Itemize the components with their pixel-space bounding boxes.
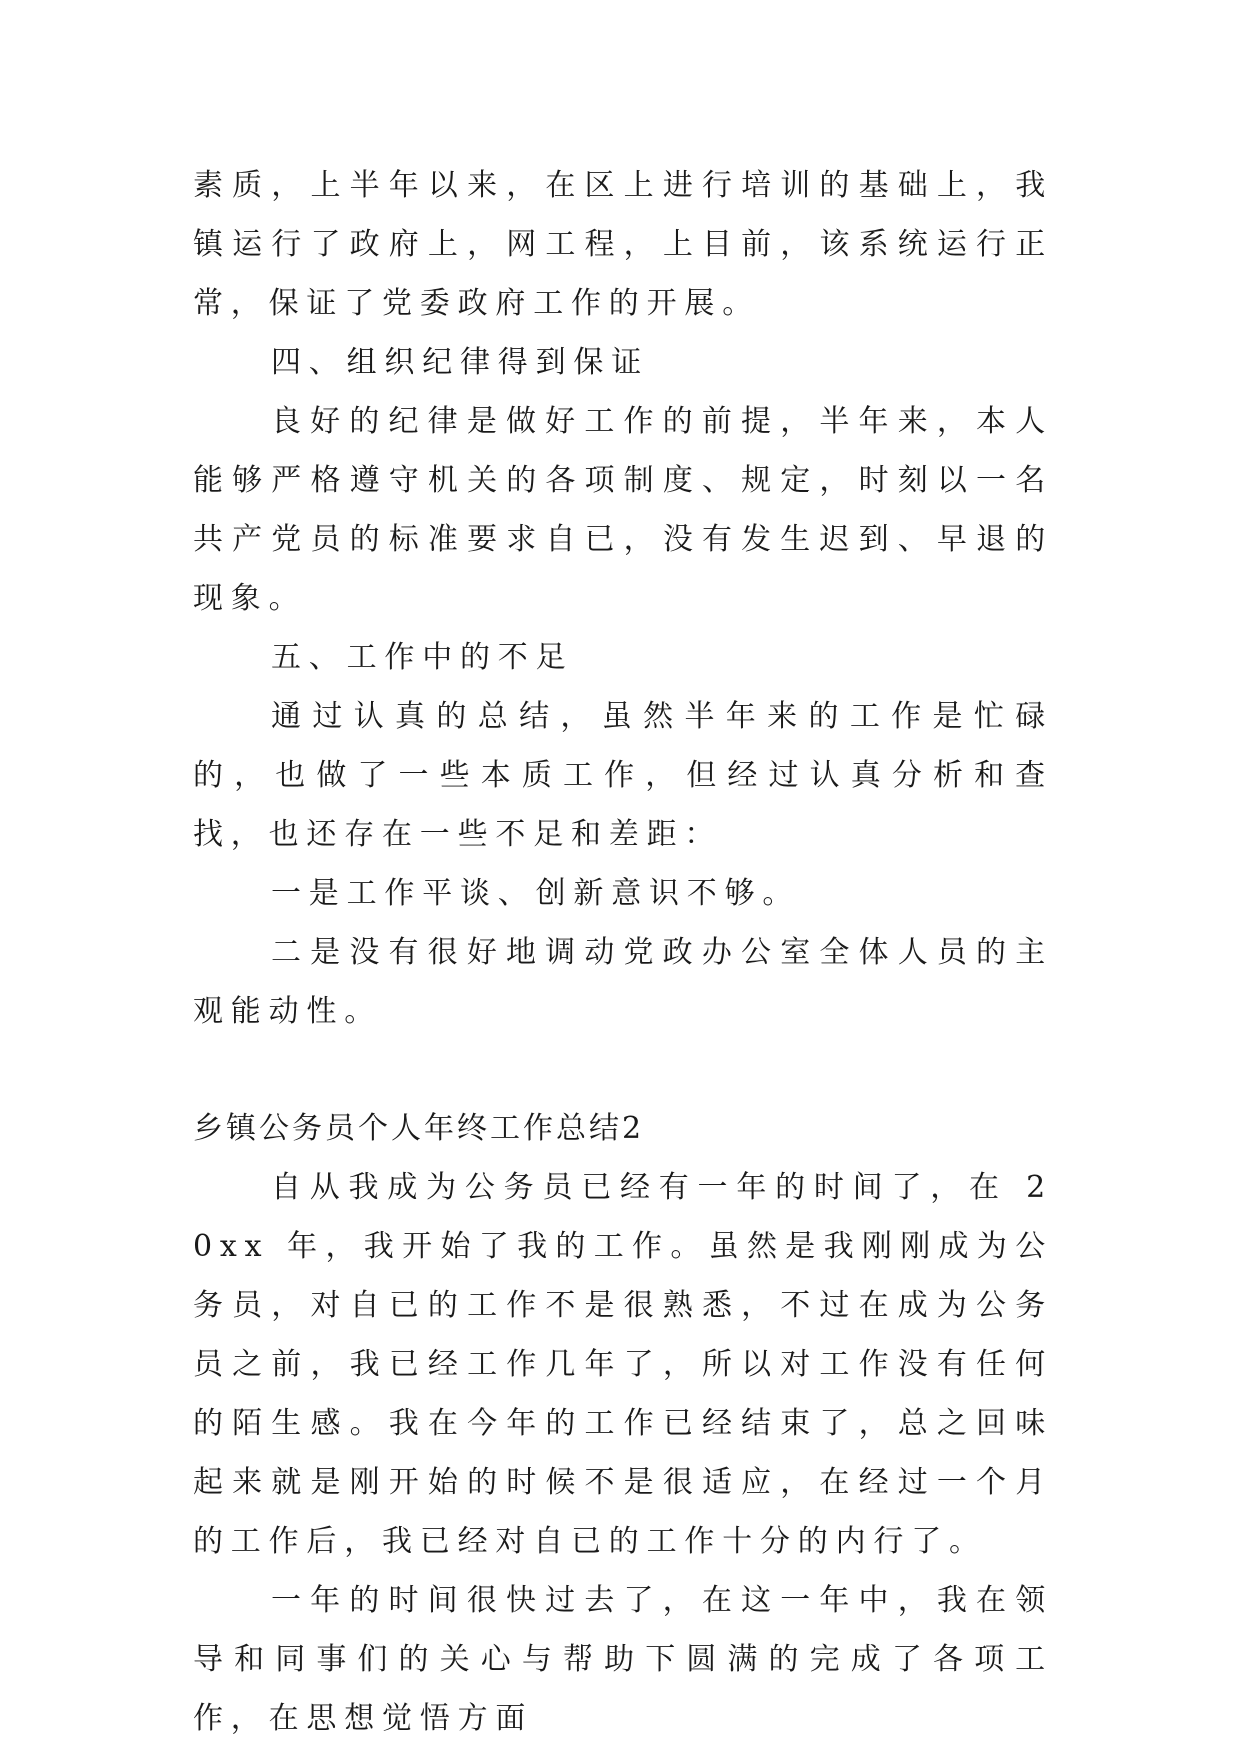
paragraph-point-two: 二是没有很好地调动党政办公室全体人员的主观能动性。: [193, 935, 1053, 1029]
document-body: [193, 156, 1053, 1748]
paragraph-year-review: 一年的时间很快过去了，在这一年中，我在领导和同事们的关心与帮助下圆满的完成了各项工作，在思想觉悟方面: [193, 1583, 1053, 1736]
paragraph-intro: 自从我成为公务员已经有一年的时间了，在 20xx 年，我开始了我的工作。虽然是我刚刚成为公务员，对自已的工作不是很熟悉，不过在成为公务员之前，我已经工作几年了，所以对工作没有任何的陌生感。我在今年的工作已经结束了，总之回味起来就是刚开始的时候不是很适应，在经过一个月的工作后，我已经对自已的工作十分的内行了。: [193, 1170, 1053, 1559]
section-heading-shortcomings: 五、工作中的不足: [271, 640, 574, 675]
section-heading-discipline: 四、组织纪律得到保证: [271, 345, 649, 380]
paragraph-shortcomings: 通过认真的总结，虽然半年来的工作是忙碌的，也做了一些本质工作，但经过认真分析和查找，也还存在一些不足和差距：: [193, 699, 1053, 852]
paragraph-discipline: 良好的纪律是做好工作的前提，半年来，本人能够严格遵守机关的各项制度、规定，时刻以一名共产党员的标准要求自已，没有发生迟到、早退的现象。: [193, 404, 1053, 616]
paragraph-continued: 素质，上半年以来，在区上进行培训的基础上，我镇运行了政府上，网工程，上目前，该系统运行正常，保证了党委政府工作的开展。: [193, 168, 1053, 321]
paragraph-point-one: 一是工作平谈、创新意识不够。: [271, 876, 801, 911]
document-title: 乡镇公务员个人年终工作总结2: [193, 1111, 645, 1146]
